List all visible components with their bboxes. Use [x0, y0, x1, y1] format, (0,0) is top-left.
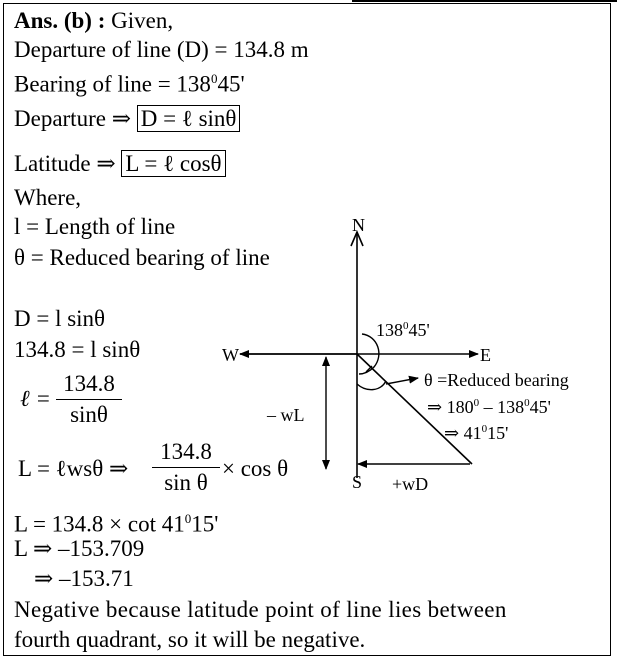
theta-arc: [357, 381, 386, 390]
given-departure: Departure of line (D) = 134.8 m: [14, 37, 309, 62]
given-bearing: Bearing of line = $138^045'$: [14, 71, 245, 97]
equation-5: $L = 134.8 \times \cot 41^015'$: [14, 511, 219, 537]
answer-label: Ans. (b) :: [14, 8, 106, 33]
conclusion-line-1: Negative because latitude point of line lies between: [14, 597, 507, 622]
departure-label: Departure ⇒: [14, 106, 131, 131]
east-label: E: [480, 345, 491, 365]
equation-1: D = l sinθ: [14, 306, 106, 331]
equation-4-numerator: 134.8: [160, 439, 212, 464]
departure-formula-box: D = ℓ sinθ: [137, 105, 241, 132]
theta-step-1: ⇒ $180^0 - 138^045'$: [427, 397, 551, 417]
equation-4-denominator: sin θ: [164, 470, 208, 496]
equation-3-numerator: 134.8: [63, 371, 115, 396]
theta-step-2: ⇒ $41^015'$: [444, 423, 509, 443]
definition-theta: θ = Reduced bearing of line: [14, 245, 270, 270]
latitude-label: Latitude ⇒: [14, 151, 116, 176]
west-label: W: [222, 345, 239, 365]
conclusion-line-2: fourth quadrant, so it will be negative.: [14, 627, 366, 652]
bearing-angle-label: $138^045'$: [376, 320, 430, 340]
equation-2: 134.8 = l sinθ: [14, 337, 141, 362]
equation-4-rhs: × cos θ: [222, 456, 289, 481]
latitude-formula-box: L = ℓ cosθ: [121, 150, 225, 177]
north-label: N: [352, 215, 365, 235]
departure-label: +wD: [392, 474, 429, 494]
where-label: Where,: [14, 185, 82, 210]
given-label: Given,: [111, 8, 174, 33]
equation-3-denominator: sinθ: [70, 402, 108, 428]
theta-pointer-arrow-icon: [386, 378, 418, 384]
latitude-label: – wL: [267, 405, 305, 425]
equation-6: L ⇒ –153.709: [14, 536, 145, 561]
equation-3-lhs: ℓ =: [20, 386, 51, 411]
equation-4-lhs: L = ℓwsθ ⇒: [18, 456, 129, 481]
theta-label: θ =Reduced bearing: [424, 370, 569, 390]
south-label: S: [352, 472, 363, 492]
equation-7: ⇒ –153.71: [34, 566, 134, 591]
definition-length: l = Length of line: [14, 214, 176, 239]
